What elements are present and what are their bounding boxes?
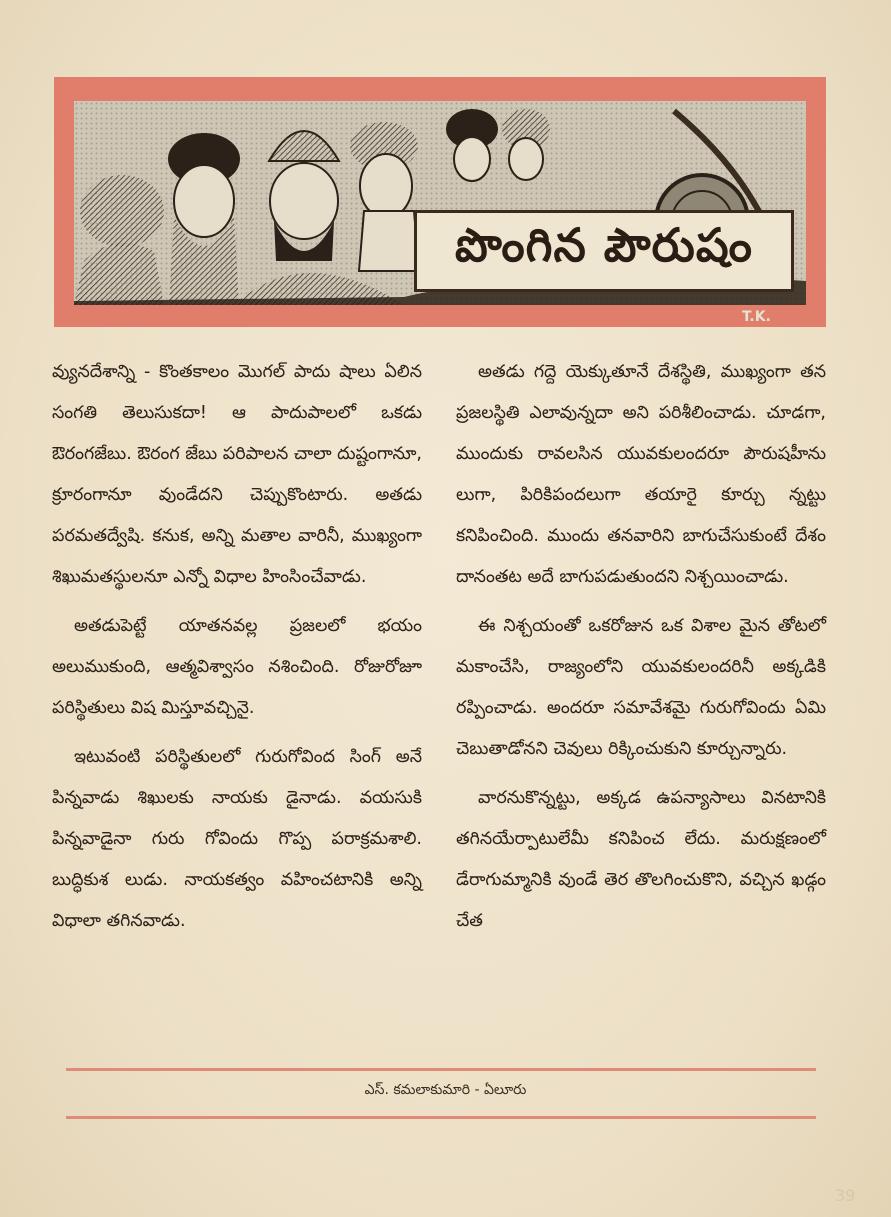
paragraph: ఇటువంటి పరిస్థితులలో గురుగోవింద సింగ్ అనే పిన్నవాడు శిఖులకు నాయకు డైనాడు. వయసుకి పిన్నవాడైనా గురు గోవిందు గొప్ప పరాక్రమశాలి. బుద్ధికుశ లుడు. నాయకత్వం వహించటానికి అన్ని విధాలా తగినవాడు.	[52, 747, 422, 931]
paragraph: వారనుకొన్నట్టు, అక్కడ ఉపన్యాసాలు వినటానికి తగినయేర్పాటులేమీ కనిపించ లేదు. మరుక్షణంలో డేరాగుమ్మానికి వుండే తెర తొలగించుకొని, వచ్చిన ఖడ్గం చేత	[456, 788, 826, 931]
banner-illustration	[74, 101, 806, 325]
footer-rule-top	[66, 1068, 816, 1071]
left-text-column	[52, 352, 422, 950]
paragraph: ఈ నిశ్చయంతో ఒకరోజున ఒక విశాల మైన తోటలో మకాంచేసి, రాజ్యంలోని యువకులందరినీ అక్కడికి రప్పించాడు. అందరూ సమావేశమై గురుగోవిందు ఏమి చెబుతాడోనని చెవులు రిక్కించుకుని కూర్చున్నారు.	[456, 616, 826, 759]
paragraph: వ్యునదేశాన్ని - కొంతకాలం మొగల్ పాదు షాలు ఏలిన సంగతి తెలుసుకదా! ఆ పాదుపాలలో ఒకడు ఔరంగజేబు. ఔరంగ జేబు పరిపాలన చాలా దుష్టంగానూ, క్రూరంగానూ వుండేదని చెప్పుకొంటారు. అతడు పరమతద్వేషి. కనుక, అన్ని మతాల వారినీ, ముఖ్యంగా శిఖుమతస్థులనూ ఎన్నో విధాల హింసించేవాడు.	[52, 362, 422, 587]
artist-signature: T.K.	[742, 309, 771, 325]
title-box	[414, 210, 794, 292]
footer-rule-bottom	[66, 1116, 816, 1119]
paragraph: అతడుపెట్టే యాతనవల్ల ప్రజలలో భయం అలుముకుంది, ఆత్మవిశ్వాసం నశించింది. రోజురోజూ పరిస్థితులు విష మిస్తూవచ్చినై.	[52, 616, 422, 718]
author-byline: ఎస్. కమలాకుమారి - ఏలూరు	[364, 1082, 527, 1098]
paragraph: అతడు గద్దె యెక్కుతూనే దేశస్థితి, ముఖ్యంగా తన ప్రజలస్థితి ఎలావున్నదా అని పరిశీలించాడు. చూడగా, ముందుకు రావలసిన యువకులందరూ పౌరుషహీను లుగా, పిరికిపందలుగా తయారై కూర్చు న్నట్టు కనిపించింది. ముందు తనవారిని బాగుచేసుకుంటే దేశం దానంతట అదే బాగుపడుతుందని నిశ్చయించాడు.	[456, 362, 826, 587]
story-title: పొంగిన పౌరుషం	[455, 218, 753, 272]
right-text-column	[456, 352, 826, 950]
page-number: 39	[835, 1186, 856, 1205]
header-banner	[54, 77, 826, 327]
